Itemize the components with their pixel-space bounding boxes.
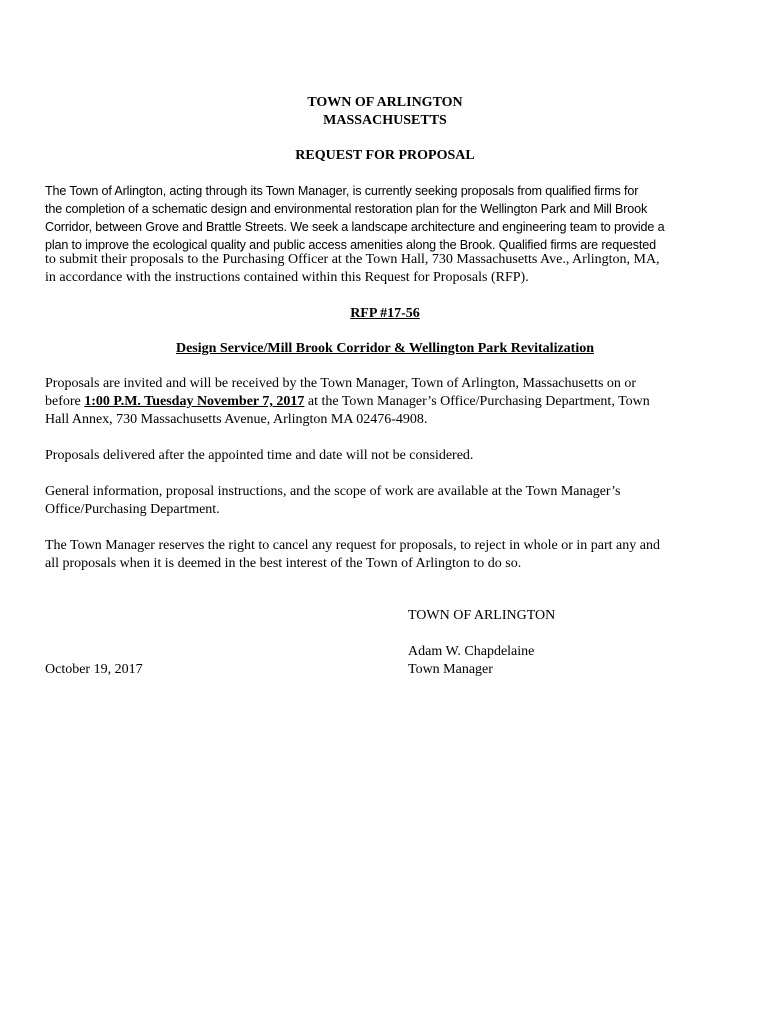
header-block: [45, 94, 725, 130]
reserve-paragraph: [45, 537, 725, 573]
before-text: before: [45, 394, 85, 409]
late-notice: Proposals delivered after the appointed time and date will not be considered.: [45, 448, 474, 463]
signatory-name: Adam W. Chapdelaine: [408, 644, 535, 659]
intro-line: Corridor, between Grove and Brattle Streets. We seek a landscape architecture and engineering team to provide a: [45, 220, 665, 234]
location-text: at the Town Manager’s Office/Purchasing Department, Town: [304, 394, 650, 409]
rfp-project-title: Design Service/Mill Brook Corridor & Wellington Park Revitalization: [175, 341, 595, 356]
general-info-paragraph: [45, 483, 725, 519]
header-state: MASSACHUSETTS: [323, 113, 447, 128]
general-info-line: Office/Purchasing Department.: [45, 502, 220, 517]
proposals-paragraph: [45, 375, 725, 429]
signature-block: [408, 643, 534, 679]
reserve-line: The Town Manager reserves the right to cancel any request for proposals, to reject in whole or in part any and: [45, 538, 660, 553]
document-title: REQUEST FOR PROPOSAL: [295, 148, 475, 163]
intro-line: to submit their proposals to the Purchasing Officer at the Town Hall, 730 Massachusetts Ave., Arlington, MA,: [45, 252, 660, 267]
intro-paragraph-continued: [45, 251, 725, 287]
intro-line: The Town of Arlington, acting through its Town Manager, is currently seeking proposals from qualified firms for: [45, 184, 639, 198]
intro-line: in accordance with the instructions contained within this Request for Proposals (RFP).: [45, 270, 529, 285]
deadline: 1:00 P.M. Tuesday November 7, 2017: [84, 394, 305, 409]
proposals-line: Hall Annex, 730 Massachusetts Avenue, Arlington MA 02476-4908.: [45, 412, 428, 427]
signature-org: TOWN OF ARLINGTON: [408, 608, 556, 623]
signatory-role: Town Manager: [408, 662, 493, 677]
intro-paragraph: [45, 182, 725, 254]
header-town: TOWN OF ARLINGTON: [307, 95, 463, 110]
rfp-number: RFP #17-56: [350, 306, 420, 321]
intro-line: plan to improve the ecological quality and public access amenities along the Brook. Qualified firms are requested: [45, 238, 656, 252]
general-info-line: General information, proposal instructions, and the scope of work are available at the Town Manager’s: [45, 484, 621, 499]
proposals-line: Proposals are invited and will be received by the Town Manager, Town of Arlington, Massachusetts on or: [45, 376, 637, 391]
document-date: October 19, 2017: [45, 662, 143, 677]
reserve-line: all proposals when it is deemed in the best interest of the Town of Arlington to do so.: [45, 556, 522, 571]
proposals-line: [45, 393, 725, 411]
intro-line: the completion of a schematic design and environmental restoration plan for the Wellington Park and Mill Brook: [45, 202, 648, 216]
